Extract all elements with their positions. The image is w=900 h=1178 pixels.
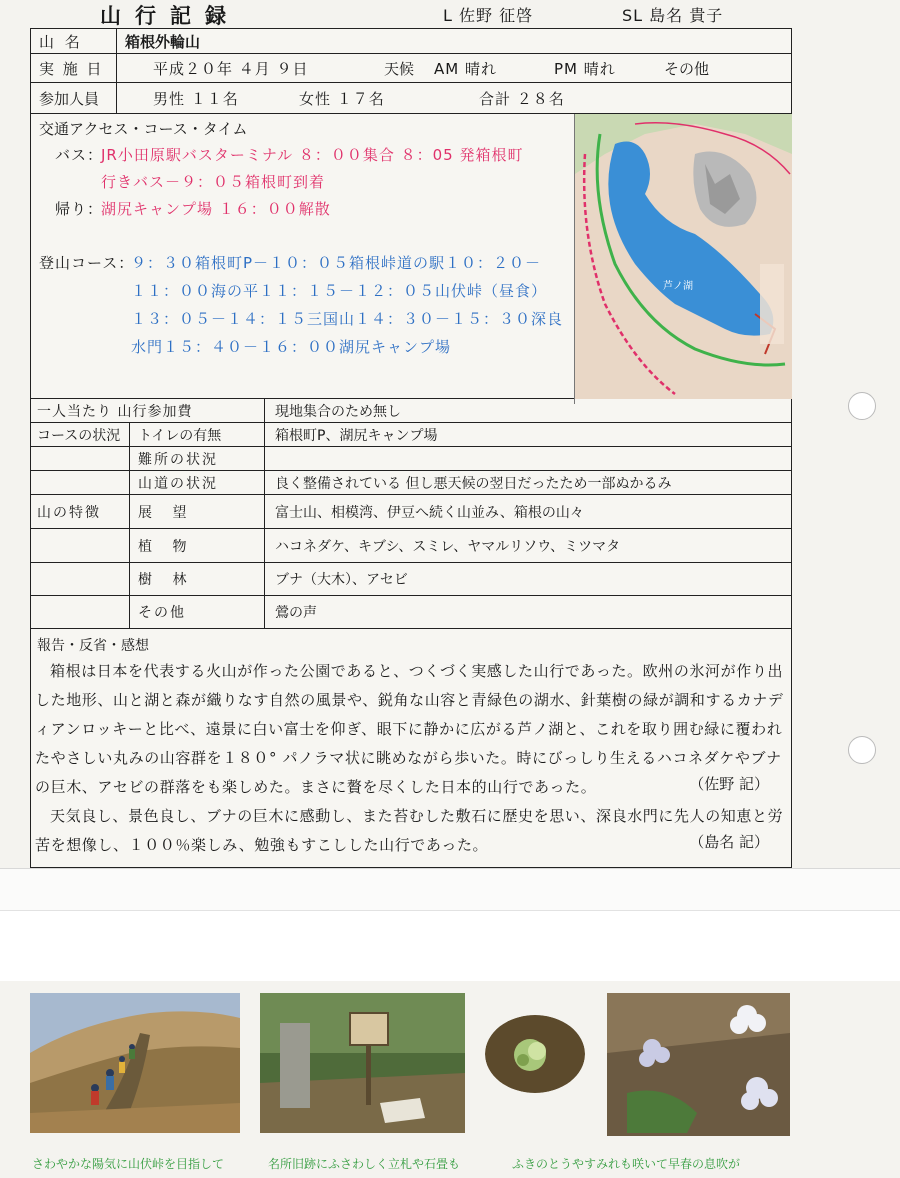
- mountain-value: 箱根外輪山: [116, 29, 791, 53]
- access-label: 交通アクセス・コース・タイム: [39, 120, 248, 138]
- bus-line-2: 行きバス－９：０５箱根町到着: [101, 173, 326, 191]
- photo-caption-2: 名所旧跡にふさわしく立札や石畳も: [268, 1157, 461, 1171]
- photo-caption-1: さわやかな陽気に山伏峠を目指して: [32, 1157, 225, 1171]
- participants-row: [31, 83, 791, 114]
- mountain-row: [31, 29, 791, 54]
- female-count: 女性 １７名: [299, 89, 385, 108]
- punch-hole-icon: [848, 736, 876, 764]
- course-status-label: コースの状況: [37, 427, 121, 444]
- leader-name: L 佐野 征啓: [443, 6, 534, 25]
- participants-label: 参加人員: [39, 89, 100, 108]
- feature-label: 山の特徴: [37, 504, 101, 521]
- route-map: [574, 114, 792, 404]
- bus-line-1: JR小田原駅バスターミナル ８：００集合 ８：05 発箱根町: [101, 146, 524, 164]
- photo-butterbur: [485, 1015, 585, 1093]
- forest-value: ブナ（大木）、アセビ: [264, 563, 791, 595]
- forest-label: 樹 林: [129, 563, 264, 595]
- bus-label: バス：: [55, 146, 104, 164]
- photo-violets: [607, 993, 790, 1136]
- other-label: その他: [129, 596, 264, 628]
- difficult-value: [264, 447, 791, 470]
- course-line-3: １３：０５－１４：１５三国山１４：３０－１５：３０深良: [131, 310, 564, 328]
- photo-hikers-trail: [30, 993, 240, 1133]
- report-label: 報告・反省・感想: [37, 638, 149, 654]
- course-line-2: １１：００海の平１１：１５－１２：０５山伏峠（昼食）: [131, 282, 548, 300]
- male-count: 男性 １１名: [116, 83, 291, 113]
- weather-pm: PM 晴れ: [554, 59, 616, 78]
- date-value: 平成２０年 ４月 ９日: [116, 54, 376, 82]
- toilet-value: 箱根町P、湖尻キャンプ場: [264, 423, 791, 446]
- view-value: 富士山、相模湾、伊豆へ続く山並み、箱根の山々: [264, 495, 791, 528]
- report-paragraph-2: 天気良し、景色良し、ブナの巨木に感動し、また苔むした敷石に歴史を思い、深良水門に先人の知恵と労苦を想像し、１００％楽しみ、勉強もすこしした山行であった。: [35, 807, 784, 854]
- subleader-name: SL 島名 貴子: [622, 6, 724, 25]
- plants-value: ハコネダケ、キブシ、スミレ、ヤマルリソウ、ミツマタ: [264, 529, 791, 562]
- course-line-1: ９：３０箱根町P－１０：０５箱根峠道の駅１０：２０－: [131, 254, 542, 272]
- trail-label: 山道の状況: [129, 471, 264, 494]
- tape-strip-lower: [0, 910, 900, 981]
- return-label: 帰り：: [55, 200, 104, 218]
- return-line: 湖尻キャンプ場 １６：００解散: [101, 200, 331, 218]
- fee-row: [31, 399, 791, 423]
- plants-row: [31, 529, 791, 563]
- view-row: [31, 495, 791, 529]
- photo-signpost: [260, 993, 465, 1133]
- report-section: [31, 629, 791, 867]
- mountain-label: 山 名: [39, 32, 83, 51]
- toilet-label: トイレの有無: [129, 423, 264, 446]
- view-label: 展 望: [129, 495, 264, 528]
- weather-label: 天候: [384, 59, 415, 78]
- course-line-4: 水門１５：４０－１６：００湖尻キャンプ場: [131, 338, 452, 356]
- trail-row: [31, 471, 791, 495]
- course-label: 登山コース：: [39, 254, 135, 272]
- route-map-image: [575, 114, 792, 399]
- forest-row: [31, 563, 791, 596]
- toilet-row: [31, 423, 791, 447]
- other-row: [31, 596, 791, 629]
- fee-label: 一人当たり 山行参加費: [37, 403, 193, 420]
- difficult-row: [31, 447, 791, 471]
- page-header: [0, 0, 900, 30]
- plants-label: 植 物: [129, 529, 264, 562]
- lake-label: 芦ノ湖: [663, 281, 693, 292]
- weather-other: その他: [664, 59, 710, 78]
- record-sheet: [30, 28, 792, 868]
- date-row: [31, 54, 791, 83]
- photo-caption-3: ふきのとうやすみれも咲いて早春の息吹が: [512, 1157, 741, 1171]
- report-signature-1: （佐野 記）: [689, 775, 769, 793]
- weather-am: AM 晴れ: [434, 59, 497, 78]
- total-count: 合計 ２８名: [479, 89, 565, 108]
- access-section: [31, 114, 791, 399]
- report-signature-2: （島名 記）: [689, 833, 769, 851]
- page-title: 山行記録: [100, 4, 240, 28]
- trail-value: 良く整備されている 但し悪天候の翌日だったため一部ぬかるみ: [264, 471, 791, 494]
- difficult-label: 難所の状況: [129, 447, 264, 470]
- other-value: 鶯の声: [264, 596, 791, 628]
- report-paragraph-1: 箱根は日本を代表する火山が作った公園であると、つくづく実感した山行であった。欧州の氷河が作り出した地形、山と湖と森が織りなす自然の風景や、鋭角な山容と青緑色の湖水、針葉樹の緑が調和するカナディアンロッキーと比べ、遠景に白い富士を仰ぎ、眼下に静かに広がる芦ノ湖と、これを取り囲む緑に覆われたやさしい丸みの山容群を１８０° パノラマ状に眺めながら歩いた。時にびっしり生えるハコネダケやブナの巨木、アセビの群落をも楽しめた。まさに贅を尽くした日本的山行であった。: [35, 662, 784, 796]
- fee-value: 現地集合のため無し: [264, 399, 791, 422]
- date-label: 実 施 日: [39, 59, 104, 78]
- punch-hole-icon: [848, 392, 876, 420]
